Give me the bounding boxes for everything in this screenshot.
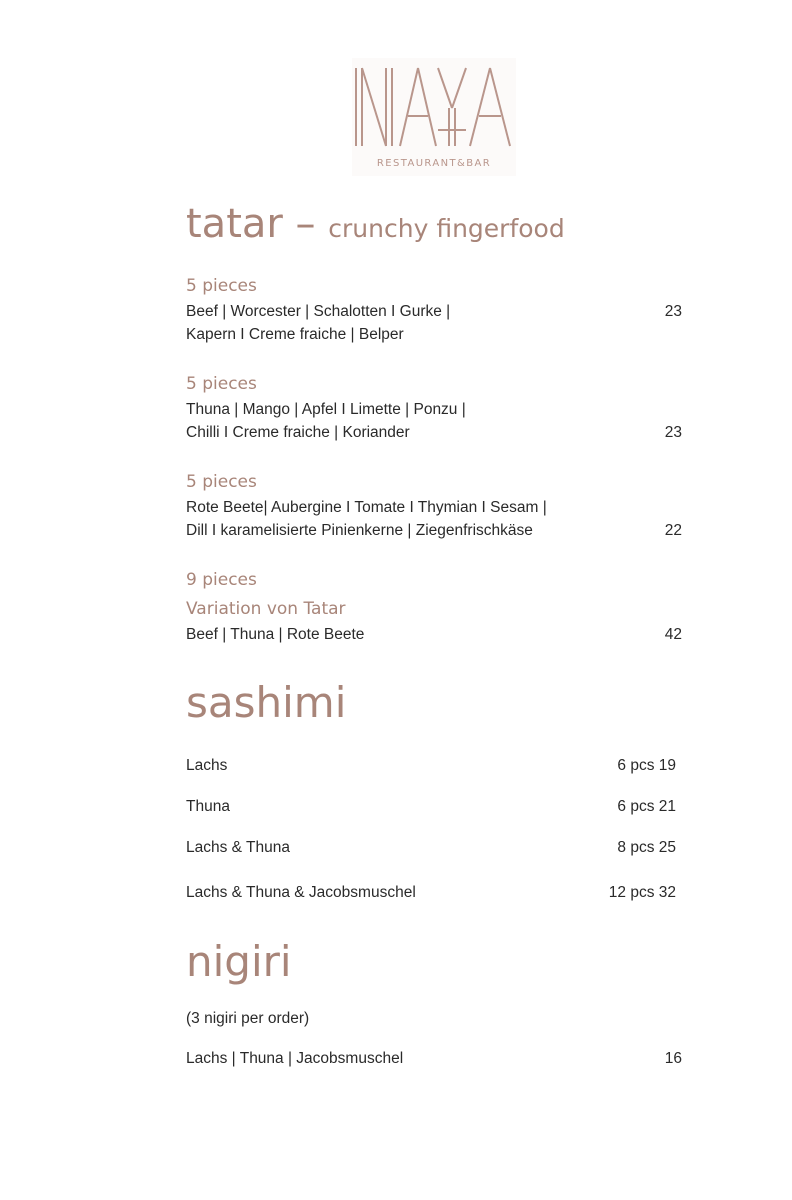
tatar-item-4-variation: Variation von Tatar xyxy=(186,599,346,619)
tatar-item-3-price: 22 xyxy=(664,522,682,539)
sashimi-item-3-name: Lachs & Thuna xyxy=(186,839,290,856)
tatar-item-1-ingredients-2: Kapern I Creme fraiche | Belper xyxy=(186,326,404,343)
sashimi-item-4-price: 12 pcs 32 xyxy=(608,884,676,901)
tatar-title: tatar – xyxy=(186,201,316,247)
tatar-item-1-price: 23 xyxy=(664,303,682,320)
naya-logo-mark xyxy=(352,60,516,152)
sashimi-item-2-price: 6 pcs 21 xyxy=(617,798,676,815)
nigiri-note: (3 nigiri per order) xyxy=(186,1010,310,1027)
sashimi-heading: sashimi xyxy=(186,678,347,727)
tatar-item-3-ingredients-2: Dill I karamelisierte Pinienkerne | Ziegenfrischkäse xyxy=(186,522,533,539)
tatar-item-2-price: 23 xyxy=(664,424,682,441)
nigiri-ingredients: Lachs | Thuna | Jacobsmuschel xyxy=(186,1050,404,1067)
tatar-item-4-price: 42 xyxy=(664,626,682,643)
sashimi-item-2-name: Thuna xyxy=(186,798,230,815)
sashimi-item-1-price: 6 pcs 19 xyxy=(617,757,676,774)
sashimi-item-1-name: Lachs xyxy=(186,757,228,774)
sashimi-item-3-price: 8 pcs 25 xyxy=(617,839,676,856)
nigiri-price: 16 xyxy=(664,1050,682,1067)
tatar-item-2-pieces: 5 pieces xyxy=(186,374,257,394)
tatar-item-3-ingredients-1: Rote Beete| Aubergine I Tomate I Thymian I Sesam | xyxy=(186,499,547,516)
tatar-item-4-ingredients: Beef | Thuna | Rote Beete xyxy=(186,626,365,643)
tatar-item-1-ingredients-1: Beef | Worcester | Schalotten I Gurke | xyxy=(186,303,451,320)
tatar-subtitle: crunchy fingerfood xyxy=(328,214,565,243)
naya-logo xyxy=(352,58,516,176)
tatar-item-2-ingredients-1: Thuna | Mango | Apfel I Limette | Ponzu | xyxy=(186,401,466,418)
sashimi-item-4-name: Lachs & Thuna & Jacobsmuschel xyxy=(186,884,416,901)
tatar-heading xyxy=(186,198,565,255)
tatar-item-2-ingredients-2: Chilli I Creme fraiche | Koriander xyxy=(186,424,410,441)
logo-subtitle: RESTAURANT&BAR xyxy=(376,158,492,169)
nigiri-heading: nigiri xyxy=(186,937,292,986)
tatar-item-4-pieces: 9 pieces xyxy=(186,570,257,590)
tatar-item-1-pieces: 5 pieces xyxy=(186,276,257,296)
tatar-item-3-pieces: 5 pieces xyxy=(186,472,257,492)
